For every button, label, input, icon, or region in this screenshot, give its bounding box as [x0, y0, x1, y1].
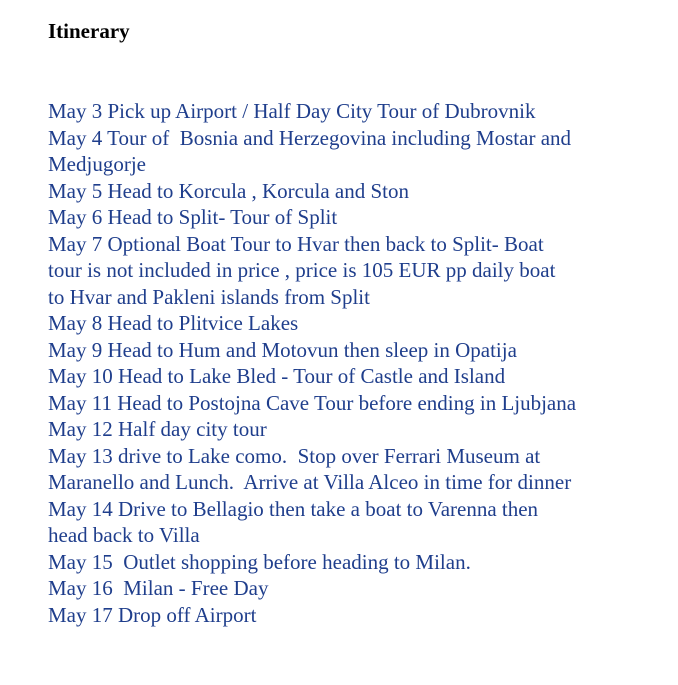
- itinerary-line: May 15 Outlet shopping before heading to Milan.: [48, 549, 471, 574]
- itinerary-line: May 9 Head to Hum and Motovun then sleep in Opatija: [48, 337, 517, 362]
- itinerary-line: May 11 Head to Postojna Cave Tour before ending in Ljubjana: [48, 390, 577, 415]
- itinerary-line: May 16 Milan - Free Day: [48, 576, 269, 600]
- itinerary-line: Medjugorje: [48, 152, 146, 176]
- itinerary-list: [48, 98, 668, 628]
- itinerary-line: Maranello and Lunch. Arrive at Villa Alceo in time for dinner: [48, 470, 572, 494]
- itinerary-line: May 17 Drop off Airport: [48, 602, 257, 627]
- itinerary-line: May 5 Head to Korcula , Korcula and Ston: [48, 178, 409, 203]
- itinerary-line: May 12 Half day city tour: [48, 417, 267, 441]
- itinerary-line: May 13 drive to Lake como. Stop over Ferrari Museum at: [48, 443, 541, 468]
- itinerary-line: May 6 Head to Split- Tour of Split: [48, 205, 338, 229]
- itinerary-line: head back to Villa: [48, 523, 200, 547]
- itinerary-line: May 8 Head to Plitvice Lakes: [48, 311, 299, 335]
- itinerary-line: to Hvar and Pakleni islands from Split: [48, 284, 370, 309]
- document-title: Itinerary: [48, 19, 130, 43]
- itinerary-line: May 3 Pick up Airport / Half Day City Tour of Dubrovnik: [48, 99, 536, 123]
- itinerary-line: May 10 Head to Lake Bled - Tour of Castle and Island: [48, 364, 506, 388]
- itinerary-line: tour is not included in price , price is 105 EUR pp daily boat: [48, 258, 556, 282]
- itinerary-line: May 14 Drive to Bellagio then take a boat to Varenna then: [48, 496, 539, 521]
- itinerary-line: May 4 Tour of Bosnia and Herzegovina including Mostar and: [48, 125, 572, 150]
- itinerary-line: May 7 Optional Boat Tour to Hvar then back to Split- Boat: [48, 231, 544, 256]
